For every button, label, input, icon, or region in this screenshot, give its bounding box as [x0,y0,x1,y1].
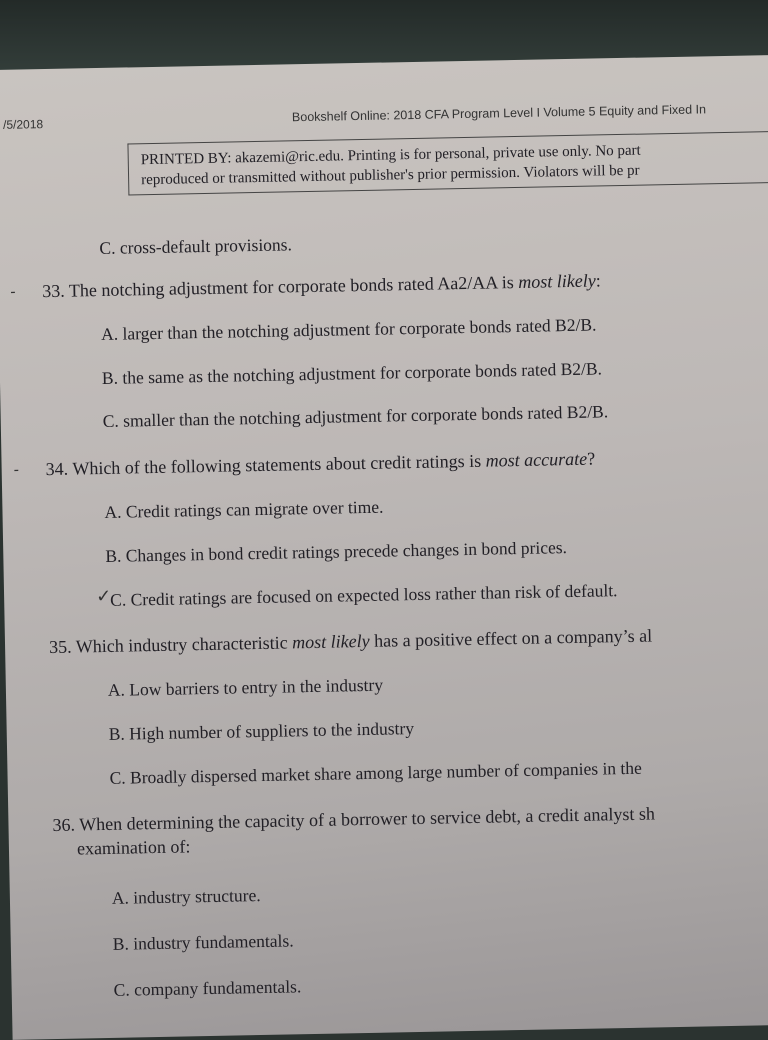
print-date: /5/2018 [2,117,44,132]
q35-option-c: C. Broadly dispersed market share among large number of companies in the [109,757,643,788]
q34-option-a: A. Credit ratings can migrate over time. [104,496,384,522]
margin-mark: - [13,461,20,479]
print-header-title: Bookshelf Online: 2018 CFA Program Level I Volume 5 Equity and Fixed In [291,102,707,125]
q33-option-a: A. larger than the notching adjustment for corporate bonds rated B2/B. [100,314,597,344]
previous-option-c: C. cross-default provisions. [99,234,293,259]
q33-option-b: B. the same as the notching adjustment for corporate bonds rated B2/B. [101,358,603,388]
notice-line-2: reproduced or transmitted without publisher's prior permission. Violators will be pr [140,162,640,189]
question-36-line-2: examination of: [76,836,191,859]
q36-option-c: C. company fundamentals. [113,976,302,1000]
q34-option-b: B. Changes in bond credit ratings precede changes in bond prices. [105,537,568,566]
q36-option-b: B. industry fundamentals. [112,930,294,954]
notice-line-1: PRINTED BY: akazemi@ric.edu. Printing is for personal, private use only. No part [140,142,641,169]
printed-page [0,55,768,1040]
q36-option-a: A. industry structure. [111,885,261,908]
q35-option-a: A. Low barriers to entry in the industry [107,674,384,700]
question-35: 35. Which industry characteristic most likely has a positive effect on a company’s al [48,625,653,658]
question-33: 33. The notching adjustment for corporate bonds rated Aa2/AA is most likely: [42,270,601,302]
question-36-line-1: 36. When determining the capacity of a borrower to service debt, a credit analyst sh [52,803,656,836]
question-34: 34. Which of the following statements about credit ratings is most accurate? [45,448,596,480]
margin-mark: - [10,283,16,301]
check-mark-icon: ✓ [95,585,112,607]
print-notice-box [127,130,768,195]
q34-option-c: C. Credit ratings are focused on expected loss rather than risk of default. [110,580,618,610]
q33-option-c: C. smaller than the notching adjustment for corporate bonds rated B2/B. [102,401,609,431]
q35-option-b: B. High number of suppliers to the industry [108,718,415,744]
